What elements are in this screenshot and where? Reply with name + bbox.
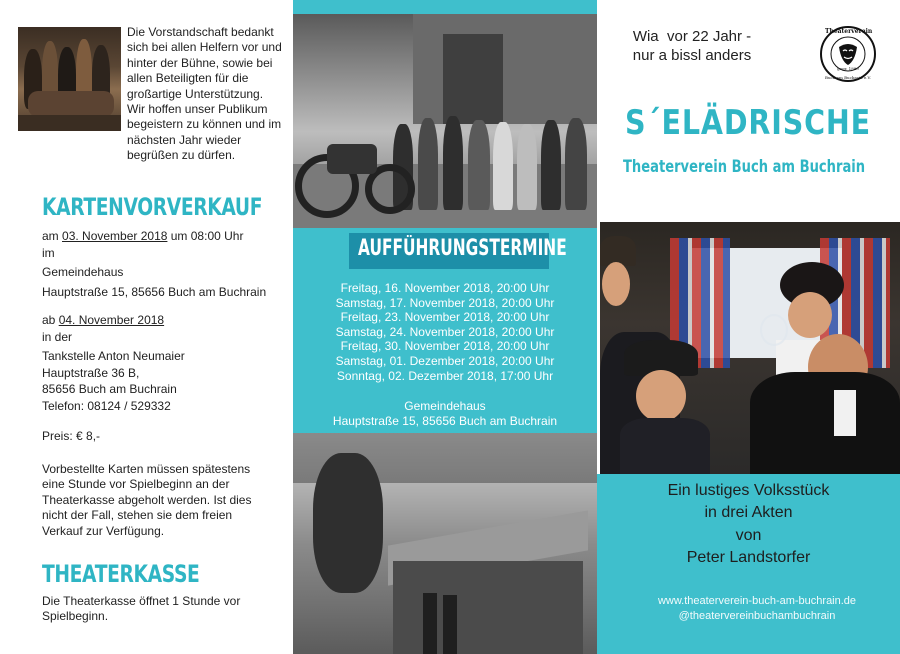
website-link[interactable]: www.theaterverein-buch-am-buchrain.de xyxy=(657,595,857,607)
desc-line: Peter Landstorfer xyxy=(686,549,811,567)
presale-block-1 xyxy=(42,228,266,300)
box-office-text xyxy=(42,594,240,625)
slogan-line-1: Wia vor 22 Jahr - xyxy=(632,28,752,45)
accent-band xyxy=(293,0,597,14)
presale-line: Tankstelle Anton Neumaier xyxy=(42,349,185,363)
presale-line: im xyxy=(42,245,55,260)
dates-list xyxy=(293,281,597,383)
presale-phone: Telefon: 08124 / 529332 xyxy=(42,398,171,413)
middle-column xyxy=(293,0,597,654)
stage-photo xyxy=(600,222,900,474)
desc-line: Ein lustiges Volksstück xyxy=(667,482,830,499)
play-subtitle: Theaterverein Buch am Buchrain xyxy=(623,157,866,177)
thanks-line: großartige Unterstützung. xyxy=(127,86,264,101)
note-line: Theaterkasse abgeholt werden. Ist dies xyxy=(42,492,252,507)
club-logo xyxy=(819,25,877,83)
play-description xyxy=(597,480,900,570)
thanks-line: begrüßen zu dürfen. xyxy=(127,148,236,163)
contact-links xyxy=(637,594,877,624)
instagram-handle[interactable]: @theatervereinbuchambuchrain xyxy=(678,610,836,622)
presale-date-line: ab 04. November 2018 xyxy=(42,313,165,327)
note-line: eine Stunde vor Spielbeginn an der xyxy=(42,477,230,492)
slogan-line-2: nur a bissl anders xyxy=(632,47,752,64)
thanks-line: Die Vorstandschaft bedankt xyxy=(127,25,274,39)
venue-address: Hauptstraße 15, 85656 Buch am Buchrain xyxy=(332,414,558,428)
logo-bottom-text: Buch am Buchrain e.V. xyxy=(825,75,871,80)
historic-barn-photo xyxy=(293,433,597,654)
venue xyxy=(293,399,597,429)
historic-group-photo xyxy=(293,14,597,228)
date-item: Samstag, 17. November 2018, 20:00 Uhr xyxy=(335,295,555,310)
date-item: Samstag, 01. Dezember 2018, 20:00 Uhr xyxy=(335,353,555,368)
presale-heading: KARTENVORVERKAUF xyxy=(42,193,263,221)
logo-top-text: Theaterverein xyxy=(825,28,873,35)
presale-line: Gemeindehaus xyxy=(42,265,124,279)
group-photo xyxy=(18,27,121,131)
box-office-line: Spielbeginn. xyxy=(42,609,109,624)
presale-line: Hauptstraße 36 B, xyxy=(42,365,140,380)
date-item: Freitag, 16. November 2018, 20:00 Uhr xyxy=(340,281,550,295)
date-item: Freitag, 30. November 2018, 20:00 Uhr xyxy=(340,339,550,354)
note-line: nicht der Fall, stehen sie dem freien xyxy=(42,508,233,523)
left-column xyxy=(0,0,293,654)
presale-date-line: am 03. November 2018 um 08:00 Uhr xyxy=(42,229,244,243)
note-line: Verkauf zur Verfügung. xyxy=(42,523,165,538)
dates-title: AUFFÜHRUNGSTERMINE xyxy=(358,236,567,261)
note-line: Vorbestellte Karten müssen spätestens xyxy=(42,462,251,476)
date-item: Freitag, 23. November 2018, 20:00 Uhr xyxy=(340,310,550,325)
thanks-line: hinter der Bühne, sowie bei xyxy=(127,55,273,70)
box-office-line: Die Theaterkasse öffnet 1 Stunde vor xyxy=(42,594,241,608)
presale-note xyxy=(42,462,251,539)
venue-name: Gemeindehaus xyxy=(404,399,486,413)
box-office-heading: THEATERKASSE xyxy=(42,560,200,588)
date-item: Sonntag, 02. Dezember 2018, 17:00 Uhr xyxy=(336,368,554,383)
thanks-line: sich bei allen Helfern vor und xyxy=(127,40,282,55)
presale-date-2: 04. November 2018 xyxy=(58,313,165,327)
presale-line: in der xyxy=(42,329,73,344)
presale-date-1: 03. November 2018 xyxy=(62,229,168,243)
thanks-line: begeistern zu können und im xyxy=(127,117,282,132)
thanks-text xyxy=(127,25,287,164)
thanks-line: allen Beteiligten für die xyxy=(127,71,249,86)
thanks-line: Wir hoffen unser Publikum xyxy=(127,102,268,117)
thanks-line: nächsten Jahr wieder xyxy=(127,132,242,147)
logo-year: gegr. 1880 xyxy=(837,66,859,71)
presale-block-2 xyxy=(42,312,185,414)
price: Preis: € 8,- xyxy=(42,429,101,443)
right-column xyxy=(597,0,900,654)
presale-line: Hauptstraße 15, 85656 Buch am Buchrain xyxy=(42,284,267,299)
play-title: S´ELÄDRISCHE xyxy=(625,103,872,143)
presale-line: 85656 Buch am Buchrain xyxy=(42,382,177,396)
slogan xyxy=(622,27,762,65)
date-item: Samstag, 24. November 2018, 20:00 Uhr xyxy=(335,324,555,339)
desc-line: in drei Akten xyxy=(704,504,793,522)
desc-line: von xyxy=(735,526,762,544)
